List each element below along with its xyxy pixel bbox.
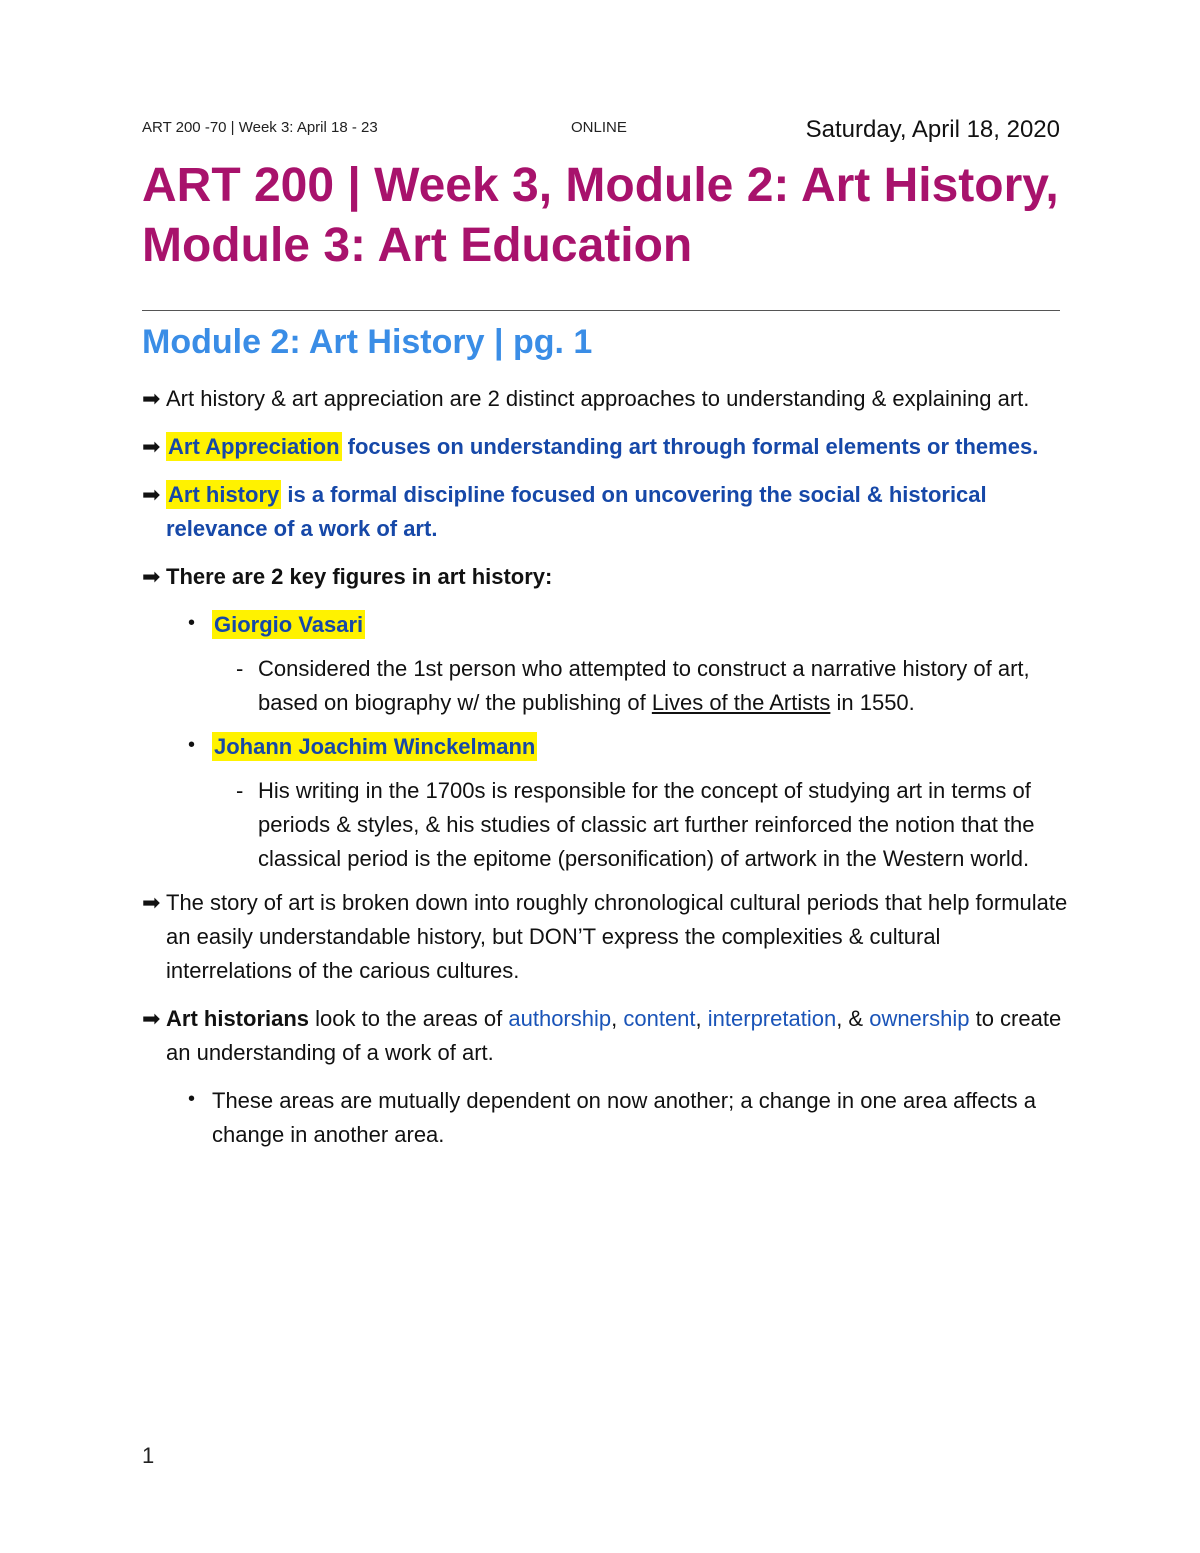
area-content: content [623, 1006, 696, 1031]
area-interpretation: interpretation [707, 1006, 837, 1031]
note-text [166, 1002, 1072, 1070]
figure-note: His writing in the 1700s is responsible for the concept of studying art in terms of periods & styles, & his studies of classic art further reinforced the notion that the classical period is the epitome (personification) of artwork in the Western world. [258, 778, 1035, 871]
area-ownership: ownership [869, 1006, 970, 1031]
figure-notes [236, 774, 1072, 876]
term-definition: focuses on understanding art through formal elements or themes. [341, 434, 1039, 459]
bullet-icon: • [188, 612, 196, 634]
term-definition: is a formal discipline focused on uncovering the social & historical relevance of a work of art. [166, 482, 987, 541]
highlighted-term: Art history [168, 482, 280, 507]
header-date: Saturday, April 18, 2020 [805, 116, 1060, 143]
page-title: ART 200 | Week 3, Module 2: Art History, Module 3: Art Education [142, 159, 1059, 272]
note-text: There are 2 key figures in art history: [166, 564, 553, 589]
figure-note [258, 656, 1030, 715]
list-item [188, 608, 1072, 642]
arrow-icon: ➡ [142, 890, 161, 915]
note-item [142, 430, 1072, 464]
list-item [188, 1084, 1072, 1152]
arrow-icon: ➡ [142, 564, 161, 589]
note-item [142, 382, 1072, 416]
list-item [188, 730, 1072, 764]
dash-icon: - [236, 656, 244, 681]
note-text: Art history & art appreciation are 2 distinct approaches to understanding & explaining art. [166, 386, 1030, 411]
area-authorship: authorship [508, 1006, 612, 1031]
highlighted-term: Art Appreciation [168, 434, 340, 459]
bold-term: Art historians [166, 1006, 310, 1031]
note-text: The story of art is broken down into roughly chronological cultural periods that help formulate an easily understandable history, but DON’T express the complexities & cultural interrelations of the carious cultures. [166, 890, 1068, 983]
book-title: Lives of the Artists [651, 690, 831, 715]
areas-sublist [188, 1084, 1072, 1152]
note-text-part: look to the areas of [309, 1006, 509, 1031]
separator: , & [836, 1006, 870, 1031]
note-text [166, 430, 1072, 464]
arrow-icon: ➡ [142, 434, 161, 459]
separator: , [611, 1006, 624, 1031]
arrow-icon: ➡ [142, 1006, 161, 1031]
note-item [142, 886, 1072, 988]
list-item [236, 652, 1072, 720]
arrow-icon: ➡ [142, 482, 161, 507]
list-item [236, 774, 1072, 876]
note-text: in 1550. [830, 690, 915, 715]
header-mode: ONLINE [571, 119, 627, 136]
figure-name: Giorgio Vasari [214, 612, 364, 637]
note-text [166, 478, 1072, 546]
note-text: These areas are mutually dependent on now another; a change in one area affects a change in another area. [212, 1088, 1036, 1147]
note-item [142, 560, 1072, 594]
key-figures-list [188, 608, 1072, 876]
note-text-part: to create an understanding of a work of art. [166, 1006, 1062, 1065]
arrow-icon: ➡ [142, 386, 161, 411]
title-divider [142, 310, 1060, 311]
note-text: Considered the 1st person who attempted to construct a narrative history of art, based on biography w/ the publishing of [258, 656, 1030, 715]
section-heading: Module 2: Art History | pg. 1 [142, 323, 593, 361]
separator: , [695, 1006, 708, 1031]
figure-notes [236, 652, 1072, 720]
notes-content [142, 382, 1072, 1162]
note-item [142, 1002, 1072, 1070]
figure-name: Johann Joachim Winckelmann [214, 734, 536, 759]
note-item [142, 478, 1072, 546]
bullet-icon: • [188, 1088, 196, 1110]
bullet-icon: • [188, 734, 196, 756]
page-number: 1 [142, 1443, 155, 1468]
header-course-info: ART 200 -70 | Week 3: April 18 - 23 [142, 119, 378, 136]
dash-icon: - [236, 778, 244, 803]
